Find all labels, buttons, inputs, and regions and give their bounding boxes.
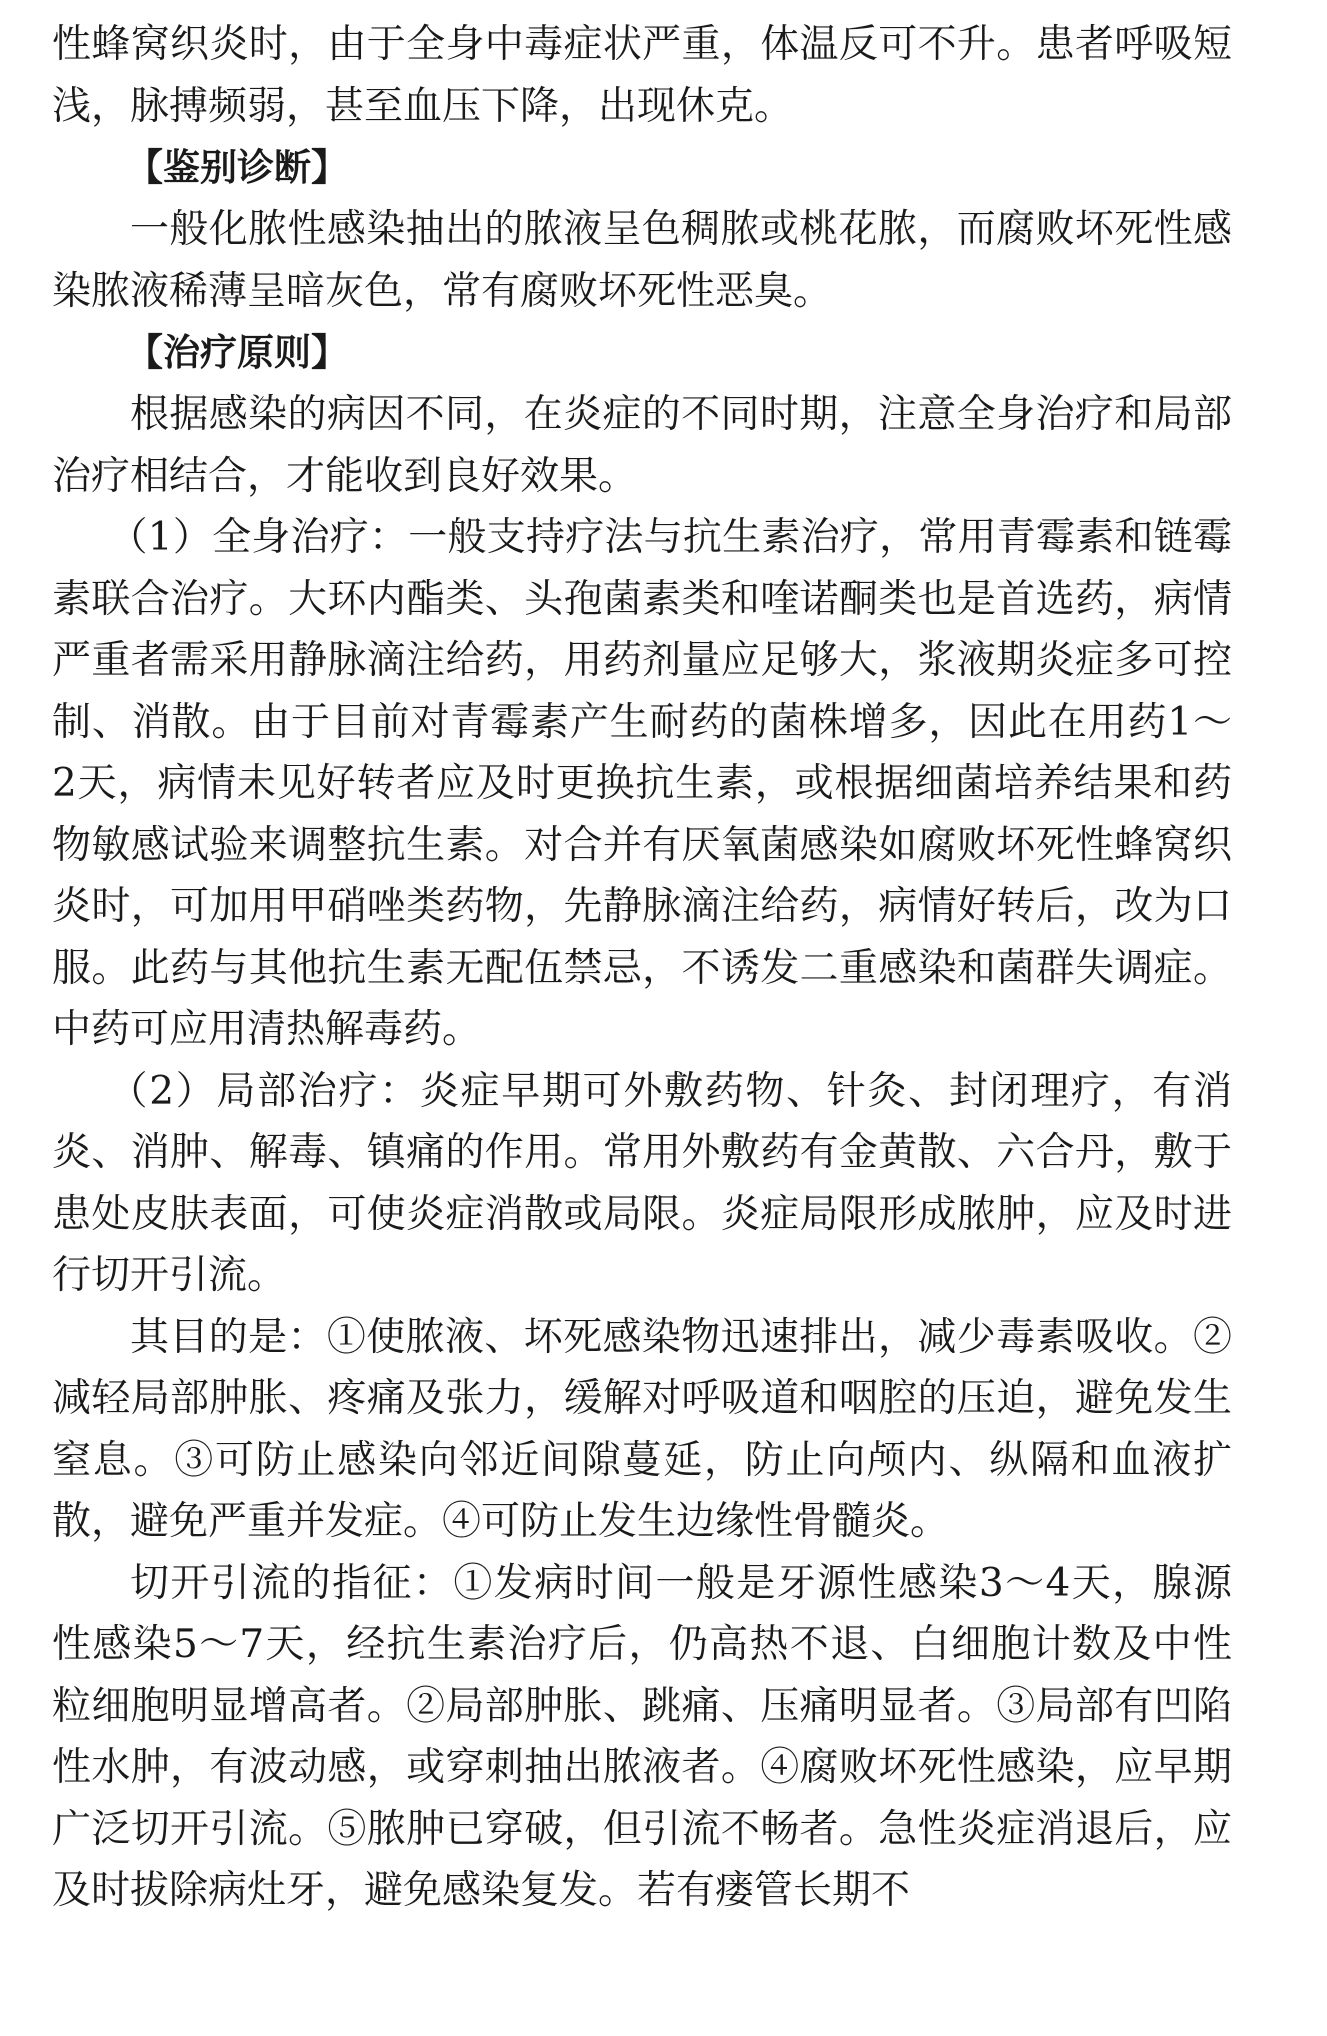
book-page (52, 14, 1232, 1922)
paragraph-systemic-treatment: （1）全身治疗：一般支持疗法与抗生素治疗，常用青霉素和链霉素联合治疗。大环内酯类、头孢菌素类和喹诺酮类也是首选药，病情严重者需采用静脉滴注给药，用药剂量应足够大，浆液期炎症多可控制、消散。由于目前对青霉素产生耐药的菌株增多，因此在用药1～2天，病情未见好转者应及时更换抗生素，或根据细菌培养结果和药物敏感试验来调整抗生素。对合并有厌氧菌感染如腐败坏死性蜂窝织炎时，可加用甲硝唑类药物，先静脉滴注给药，病情好转后，改为口服。此药与其他抗生素无配伍禁忌，不诱发二重感染和菌群失调症。中药可应用清热解毒药。 (52, 515, 1232, 1052)
paragraph-continued: 性蜂窝织炎时，由于全身中毒症状严重，体温反可不升。患者呼吸短浅，脉搏频弱，甚至血压下降，出现休克。 (52, 22, 1232, 129)
section-heading-treatment-principles: 【治疗原则】 (126, 331, 348, 374)
paragraph-drainage-purpose: 其目的是：①使脓液、坏死感染物迅速排出，减少毒素吸收。②减轻局部肿胀、疼痛及张力，缓解对呼吸道和咽腔的压迫，避免发生窒息。③可防止感染向邻近间隙蔓延，防止向颅内、纵隔和血液扩散，避免严重并发症。④可防止发生边缘性骨髓炎。 (52, 1314, 1232, 1544)
paragraph-differential-diagnosis: 一般化脓性感染抽出的脓液呈色稠脓或桃花脓，而腐败坏死性感染脓液稀薄呈暗灰色，常有腐败坏死性恶臭。 (52, 207, 1232, 314)
paragraph-local-treatment: （2）局部治疗：炎症早期可外敷药物、针灸、封闭理疗，有消炎、消肿、解毒、镇痛的作用。常用外敷药有金黄散、六合丹，敷于患处皮肤表面，可使炎症消散或局限。炎症局限形成脓肿，应及时进行切开引流。 (52, 1068, 1232, 1298)
section-heading-differential-diagnosis: 【鉴别诊断】 (126, 146, 348, 189)
paragraph-drainage-indications: 切开引流的指征：①发病时间一般是牙源性感染3～4天，腺源性感染5～7天，经抗生素治疗后，仍高热不退、白细胞计数及中性粒细胞明显增高者。②局部肿胀、跳痛、压痛明显者。③局部有凹陷性水肿，有波动感，或穿刺抽出脓液者。④腐败坏死性感染，应早期广泛切开引流。⑤脓肿已穿破，但引流不畅者。急性炎症消退后，应及时拔除病灶牙，避免感染复发。若有瘘管长期不 (52, 1560, 1232, 1913)
paragraph-treatment-intro: 根据感染的病因不同，在炎症的不同时期，注意全身治疗和局部治疗相结合，才能收到良好效果。 (52, 392, 1232, 499)
